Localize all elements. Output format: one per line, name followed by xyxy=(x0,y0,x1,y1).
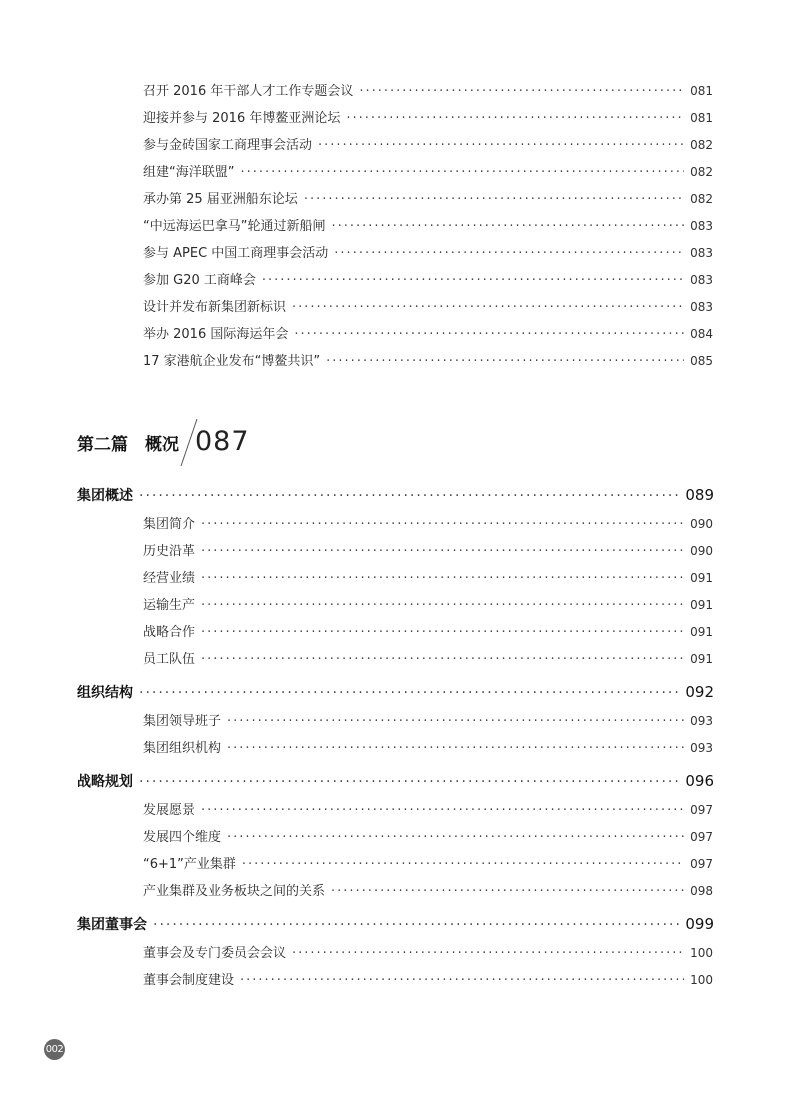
toc-entry-page: 097 xyxy=(690,830,713,844)
toc-entry-title: 集团领导班子 xyxy=(143,714,222,729)
toc-entry-page: 083 xyxy=(690,273,713,287)
toc-entry-title: “6+1”产业集群 xyxy=(143,857,236,872)
toc-entry-page: 093 xyxy=(690,741,713,755)
toc-chapter-title: 组织结构 xyxy=(77,685,133,701)
leader-dots xyxy=(331,219,684,234)
leader-dots xyxy=(292,946,684,961)
leader-dots xyxy=(326,354,684,369)
toc-entry-title: 召开 2016 年干部人才工作专题会议 xyxy=(143,84,354,99)
toc-entry-title: “中远海运巴拿马”轮通过新船闸 xyxy=(143,219,326,234)
toc-entry-title: 发展愿景 xyxy=(143,803,196,818)
toc-chapter-title: 集团董事会 xyxy=(77,917,147,933)
toc-entry-title: 参与 APEC 中国工商理事会活动 xyxy=(143,246,329,261)
toc-chapter-page: 092 xyxy=(685,683,714,701)
leader-dots xyxy=(139,685,679,701)
leader-dots xyxy=(201,652,684,667)
leader-dots xyxy=(331,884,684,899)
toc-entry-page: 093 xyxy=(690,714,713,728)
toc-entry[interactable] xyxy=(143,880,713,899)
leader-dots xyxy=(227,830,684,845)
toc-entry[interactable] xyxy=(143,853,713,872)
toc-entry[interactable] xyxy=(143,594,713,613)
toc-entry[interactable] xyxy=(143,969,713,988)
leader-dots xyxy=(201,517,684,532)
toc-entry-title: 集团组织机构 xyxy=(143,741,222,756)
toc-entry[interactable] xyxy=(143,296,713,315)
toc-entry-title: 设计并发布新集团新标识 xyxy=(143,300,287,315)
toc-entry-title: 发展四个维度 xyxy=(143,830,222,845)
toc-entry[interactable] xyxy=(143,161,713,180)
toc-entry[interactable] xyxy=(143,188,713,207)
toc-entry-title: 举办 2016 国际海运年会 xyxy=(143,327,289,342)
toc-entry-page: 097 xyxy=(690,803,713,817)
toc-chapter-page: 099 xyxy=(685,915,714,933)
page-number-badge: 002 xyxy=(44,1039,65,1060)
toc-entry-page: 098 xyxy=(690,884,713,898)
leader-dots xyxy=(359,84,684,99)
leader-dots xyxy=(318,138,684,153)
toc-entry[interactable] xyxy=(143,826,713,845)
toc-entry[interactable] xyxy=(143,134,713,153)
leader-dots xyxy=(153,917,679,933)
toc-entry-page: 083 xyxy=(690,219,713,233)
toc-entry-page: 082 xyxy=(690,165,713,179)
toc-entry[interactable] xyxy=(143,648,713,667)
toc-chapter-title: 战略规划 xyxy=(77,774,133,790)
leader-dots xyxy=(139,774,679,790)
toc-entry-page: 091 xyxy=(690,598,713,612)
toc-entry[interactable] xyxy=(143,567,713,586)
toc-entry[interactable] xyxy=(143,621,713,640)
leader-dots xyxy=(139,488,679,504)
leader-dots xyxy=(292,300,684,315)
toc-entry-title: 历史沿革 xyxy=(143,544,196,559)
leader-dots xyxy=(334,246,684,261)
toc-entry-page: 091 xyxy=(690,625,713,639)
toc-entry[interactable] xyxy=(143,323,713,342)
toc-chapter[interactable] xyxy=(77,485,714,505)
leader-dots xyxy=(346,111,684,126)
toc-entry-page: 082 xyxy=(690,138,713,152)
toc-entry[interactable] xyxy=(143,737,713,756)
leader-dots xyxy=(227,741,684,756)
toc-chapter[interactable] xyxy=(77,914,714,934)
toc-entry-title: 员工队伍 xyxy=(143,652,196,667)
toc-entry-page: 084 xyxy=(690,327,713,341)
toc-entry-title: 组建“海洋联盟” xyxy=(143,165,235,180)
toc-chapter[interactable] xyxy=(77,771,714,791)
toc-entry-page: 097 xyxy=(690,857,713,871)
leader-dots xyxy=(294,327,684,342)
toc-entry-page: 100 xyxy=(690,946,713,960)
toc-entry[interactable] xyxy=(143,242,713,261)
toc-entry[interactable] xyxy=(143,513,713,532)
leader-dots xyxy=(242,857,684,872)
toc-entry-title: 迎接并参与 2016 年博鳌亚洲论坛 xyxy=(143,111,341,126)
toc-entry[interactable] xyxy=(143,540,713,559)
leader-dots xyxy=(240,165,684,180)
toc-entry-title: 董事会制度建设 xyxy=(143,973,235,988)
toc-chapter-page: 096 xyxy=(685,772,714,790)
toc-entry[interactable] xyxy=(143,350,713,369)
toc-chapter-title: 集团概述 xyxy=(77,488,133,504)
toc-entry-title: 承办第 25 届亚洲船东论坛 xyxy=(143,192,298,207)
toc-chapter-page: 089 xyxy=(685,486,714,504)
toc-entry[interactable] xyxy=(143,942,713,961)
toc-entry[interactable] xyxy=(143,107,713,126)
toc-entry[interactable] xyxy=(143,269,713,288)
toc-entry-title: 产业集群及业务板块之间的关系 xyxy=(143,884,326,899)
leader-dots xyxy=(240,973,684,988)
toc-entry-title: 董事会及专门委员会会议 xyxy=(143,946,287,961)
toc-entry-title: 集团简介 xyxy=(143,517,196,532)
toc-entry-page: 091 xyxy=(690,571,713,585)
toc-entry-title: 经营业绩 xyxy=(143,571,196,586)
toc-entry-page: 081 xyxy=(690,84,713,98)
toc-entry-page: 083 xyxy=(690,246,713,260)
toc-entry[interactable] xyxy=(143,710,713,729)
toc-entry-page: 082 xyxy=(690,192,713,206)
toc-entry[interactable] xyxy=(143,215,713,234)
section-page: 087 xyxy=(195,426,250,457)
leader-dots xyxy=(262,273,684,288)
leader-dots xyxy=(227,714,684,729)
toc-entry-page: 091 xyxy=(690,652,713,666)
toc-entry[interactable] xyxy=(143,80,713,99)
toc-entry-page: 090 xyxy=(690,544,713,558)
toc-entry-page: 085 xyxy=(690,354,713,368)
toc-entry-title: 参加 G20 工商峰会 xyxy=(143,273,256,288)
leader-dots xyxy=(304,192,684,207)
toc-entry-page: 083 xyxy=(690,300,713,314)
toc-entry[interactable] xyxy=(143,799,713,818)
leader-dots xyxy=(201,571,684,586)
toc-entry-title: 运输生产 xyxy=(143,598,196,613)
leader-dots xyxy=(201,803,684,818)
toc-entry-page: 081 xyxy=(690,111,713,125)
toc-entry-title: 参与金砖国家工商理事会活动 xyxy=(143,138,313,153)
toc-entry-title: 战略合作 xyxy=(143,625,196,640)
toc-entry-page: 090 xyxy=(690,517,713,531)
leader-dots xyxy=(201,625,684,640)
toc-entry-page: 100 xyxy=(690,973,713,987)
leader-dots xyxy=(201,598,684,613)
toc-chapter[interactable] xyxy=(77,682,714,702)
toc-entry-title: 17 家港航企业发布“博鳌共识” xyxy=(143,354,321,369)
section-title: 第二篇 概况 xyxy=(77,435,179,455)
leader-dots xyxy=(201,544,684,559)
